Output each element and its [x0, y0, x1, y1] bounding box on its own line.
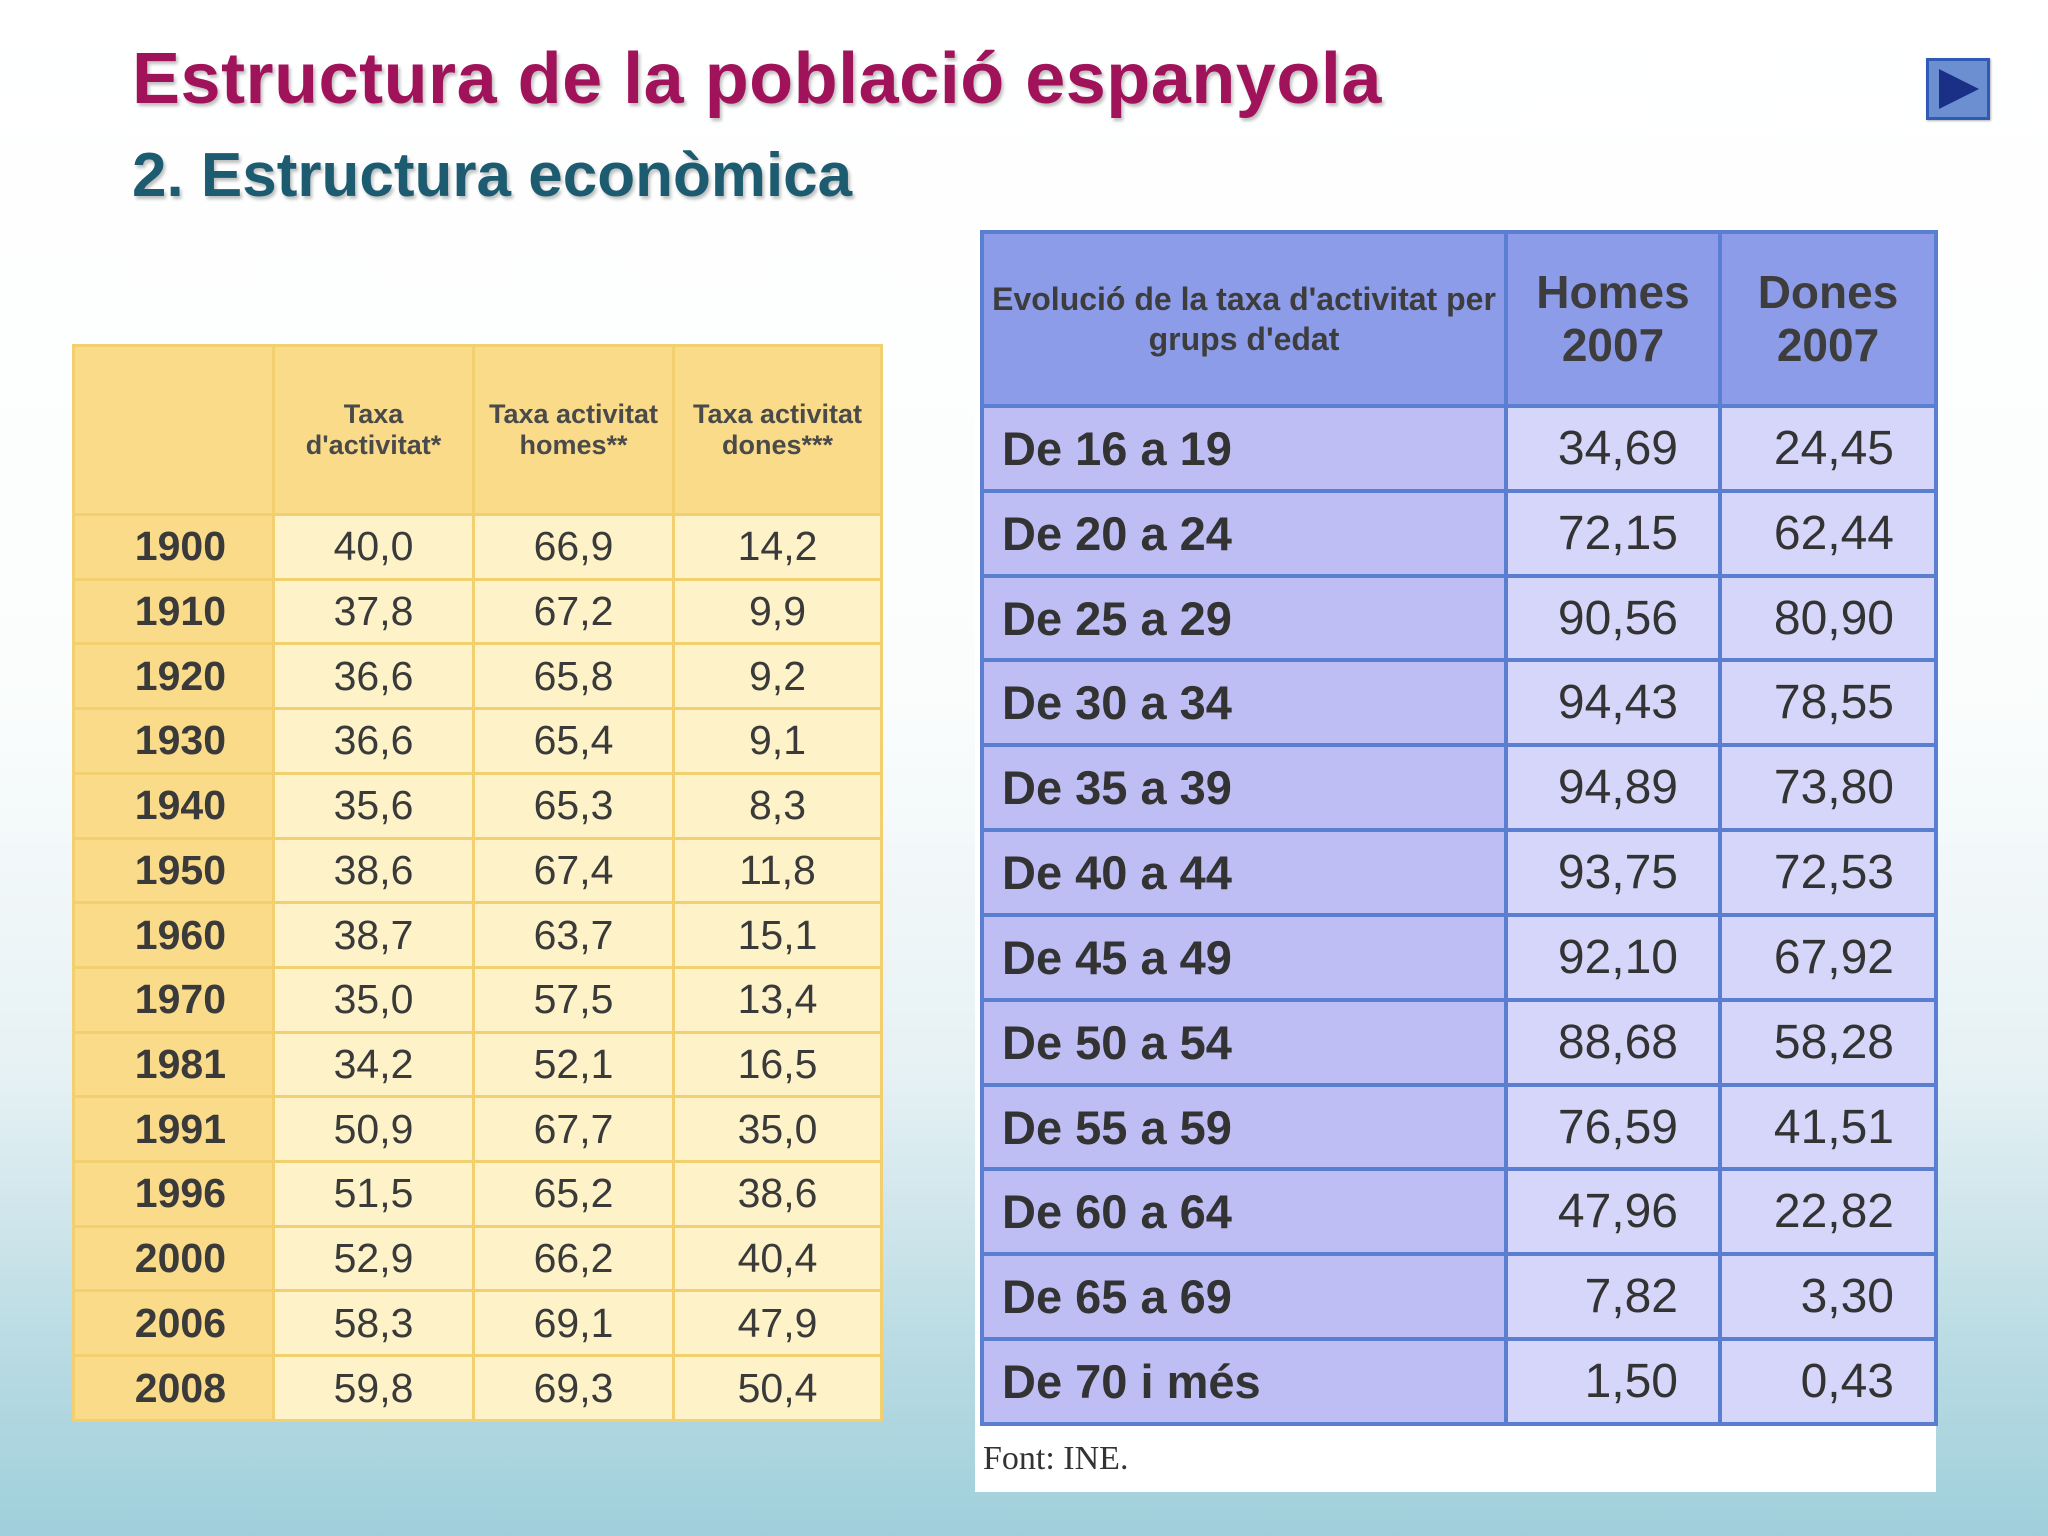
table-cell: 47,96 [1506, 1169, 1720, 1254]
year-cell: 2008 [74, 1356, 274, 1421]
table-cell: 24,45 [1720, 406, 1936, 491]
table-cell: 94,43 [1506, 660, 1720, 745]
age-group-cell: De 35 a 39 [982, 745, 1506, 830]
table-cell: 58,28 [1720, 1000, 1936, 1085]
table-cell: 67,2 [474, 579, 674, 644]
table-cell: 47,9 [674, 1291, 882, 1356]
table-row [982, 1169, 1936, 1254]
age-group-cell: De 55 a 59 [982, 1085, 1506, 1170]
table-cell: 36,6 [274, 709, 474, 774]
year-cell: 1930 [74, 709, 274, 774]
table-cell: 37,8 [274, 579, 474, 644]
table-row [74, 709, 882, 774]
table-cell: 57,5 [474, 967, 674, 1032]
table-row [982, 1000, 1936, 1085]
table-cell: 7,82 [1506, 1254, 1720, 1339]
table-cell: 58,3 [274, 1291, 474, 1356]
table-header-row [982, 232, 1936, 406]
year-cell: 1960 [74, 903, 274, 968]
table-cell: 73,80 [1720, 745, 1936, 830]
table-row [74, 1226, 882, 1291]
page-subtitle: 2. Estructura econòmica [132, 141, 853, 210]
age-group-activity-panel [975, 230, 1936, 1492]
table-cell: 8,3 [674, 773, 882, 838]
table-cell: 38,6 [274, 838, 474, 903]
table-cell: 16,5 [674, 1032, 882, 1097]
table-cell: 69,3 [474, 1356, 674, 1421]
table-cell: 0,43 [1720, 1339, 1936, 1424]
table-cell: 3,30 [1720, 1254, 1936, 1339]
page-title: Estructura de la població espanyola [132, 39, 1382, 119]
table-cell: 15,1 [674, 903, 882, 968]
table-cell: 34,69 [1506, 406, 1720, 491]
table-cell: 38,6 [674, 1162, 882, 1227]
table-cell: 69,1 [474, 1291, 674, 1356]
table-header-cell: Evolució de la taxa d'activitat per grups d'edat [982, 232, 1506, 406]
table-row [982, 1339, 1936, 1424]
table-cell: 72,53 [1720, 830, 1936, 915]
table-cell: 88,68 [1506, 1000, 1720, 1085]
table-cell: 66,9 [474, 515, 674, 580]
age-group-cell: De 16 a 19 [982, 406, 1506, 491]
table-row [982, 915, 1936, 1000]
table-row [74, 644, 882, 709]
table-row [74, 773, 882, 838]
table-cell: 90,56 [1506, 576, 1720, 661]
table-row [74, 903, 882, 968]
table-cell: 72,15 [1506, 491, 1720, 576]
table-cell: 62,44 [1720, 491, 1936, 576]
table-cell: 51,5 [274, 1162, 474, 1227]
table-cell: 40,4 [674, 1226, 882, 1291]
table-cell: 67,92 [1720, 915, 1936, 1000]
year-cell: 2006 [74, 1291, 274, 1356]
table-cell: 78,55 [1720, 660, 1936, 745]
table-cell: 80,90 [1720, 576, 1936, 661]
table-row [982, 1085, 1936, 1170]
table-cell: 65,3 [474, 773, 674, 838]
table-cell: 52,9 [274, 1226, 474, 1291]
table-row [74, 1291, 882, 1356]
table-cell: 63,7 [474, 903, 674, 968]
year-cell: 1991 [74, 1097, 274, 1162]
table-header-row [74, 346, 882, 515]
activity-rate-history-table [72, 344, 883, 1422]
year-cell: 1900 [74, 515, 274, 580]
table-cell: 50,4 [674, 1356, 882, 1421]
next-slide-button[interactable] [1926, 58, 1990, 120]
table-header-cell: Homes 2007 [1506, 232, 1720, 406]
table-header-cell: Taxa activitat dones*** [674, 346, 882, 515]
table-row [74, 1097, 882, 1162]
table-cell: 1,50 [1506, 1339, 1720, 1424]
table-row [982, 406, 1936, 491]
table-row [982, 745, 1936, 830]
table-cell: 14,2 [674, 515, 882, 580]
age-group-cell: De 45 a 49 [982, 915, 1506, 1000]
table-row [982, 491, 1936, 576]
table-cell: 59,8 [274, 1356, 474, 1421]
table-row [74, 1162, 882, 1227]
table-header-cell: Taxa activitat homes** [474, 346, 674, 515]
table-cell: 50,9 [274, 1097, 474, 1162]
table-cell: 93,75 [1506, 830, 1720, 915]
table-row [982, 576, 1936, 661]
table-cell: 13,4 [674, 967, 882, 1032]
table-cell: 76,59 [1506, 1085, 1720, 1170]
table-cell: 94,89 [1506, 745, 1720, 830]
play-next-icon [1933, 65, 1983, 113]
table-cell: 67,7 [474, 1097, 674, 1162]
table-row [982, 660, 1936, 745]
year-cell: 1910 [74, 579, 274, 644]
table-cell: 38,7 [274, 903, 474, 968]
table-row [74, 1032, 882, 1097]
table-row [982, 830, 1936, 915]
age-group-cell: De 60 a 64 [982, 1169, 1506, 1254]
age-group-cell: De 50 a 54 [982, 1000, 1506, 1085]
age-group-cell: De 20 a 24 [982, 491, 1506, 576]
age-group-cell: De 40 a 44 [982, 830, 1506, 915]
age-group-cell: De 65 a 69 [982, 1254, 1506, 1339]
age-group-cell: De 30 a 34 [982, 660, 1506, 745]
year-cell: 1996 [74, 1162, 274, 1227]
age-group-cell: De 25 a 29 [982, 576, 1506, 661]
year-cell: 1970 [74, 967, 274, 1032]
age-group-cell: De 70 i més [982, 1339, 1506, 1424]
table-cell: 41,51 [1720, 1085, 1936, 1170]
table-cell: 22,82 [1720, 1169, 1936, 1254]
table-cell: 34,2 [274, 1032, 474, 1097]
table-row [74, 838, 882, 903]
age-group-activity-table [980, 230, 1938, 1426]
table-row [74, 967, 882, 1032]
table-cell: 65,2 [474, 1162, 674, 1227]
table-cell: 40,0 [274, 515, 474, 580]
table-cell: 9,1 [674, 709, 882, 774]
table-cell: 11,8 [674, 838, 882, 903]
table-cell: 65,4 [474, 709, 674, 774]
table-cell: 35,0 [674, 1097, 882, 1162]
table-header-cell: Taxa d'activitat* [274, 346, 474, 515]
table-cell: 35,6 [274, 773, 474, 838]
year-cell: 1950 [74, 838, 274, 903]
table-cell: 67,4 [474, 838, 674, 903]
table-cell: 52,1 [474, 1032, 674, 1097]
year-cell: 1920 [74, 644, 274, 709]
year-cell: 2000 [74, 1226, 274, 1291]
table-cell: 35,0 [274, 967, 474, 1032]
table-row [74, 579, 882, 644]
table-cell: 92,10 [1506, 915, 1720, 1000]
table-cell: 66,2 [474, 1226, 674, 1291]
table-cell: 9,2 [674, 644, 882, 709]
table-row [74, 1356, 882, 1421]
table-cell: 9,9 [674, 579, 882, 644]
table-row [982, 1254, 1936, 1339]
table-header-cell [74, 346, 274, 515]
year-cell: 1981 [74, 1032, 274, 1097]
table-cell: 36,6 [274, 644, 474, 709]
year-cell: 1940 [74, 773, 274, 838]
table-header-cell: Dones 2007 [1720, 232, 1936, 406]
table-row [74, 515, 882, 580]
source-note: Font: INE. [983, 1440, 1129, 1477]
table-cell: 65,8 [474, 644, 674, 709]
